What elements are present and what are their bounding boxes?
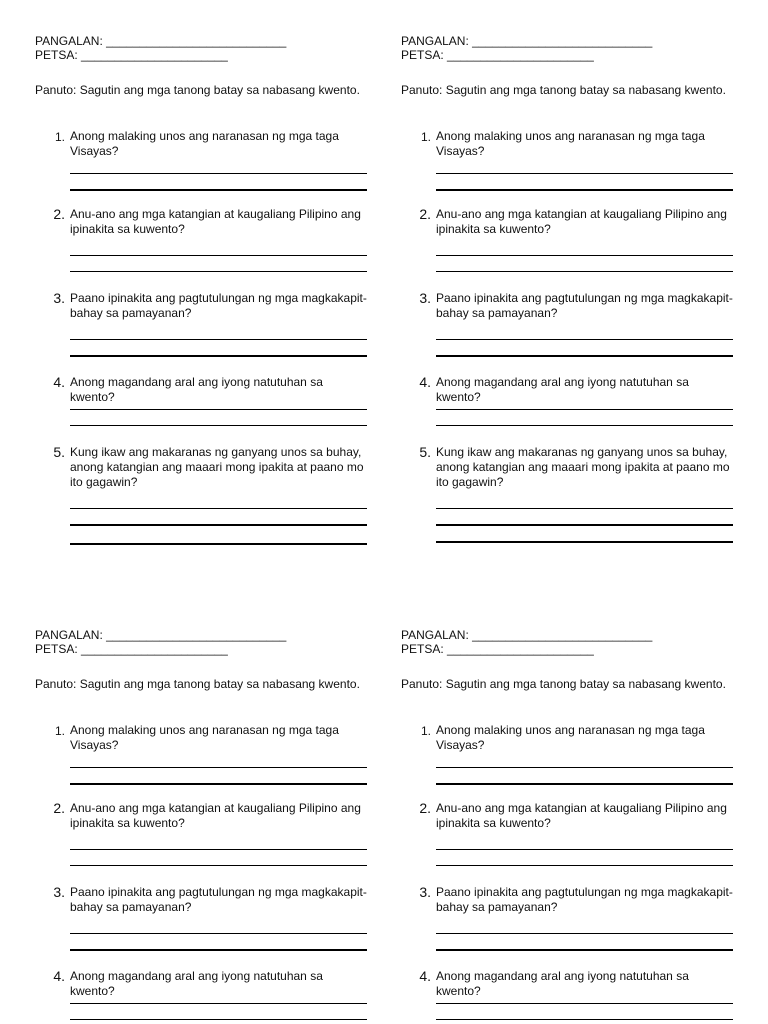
date-field-label: PETSA: ______________________ [401, 48, 594, 62]
instruction-text: Panuto: Sagutin ang mga tanong batay sa nabasang kwento. [35, 677, 360, 691]
question-number: 5. [53, 444, 65, 460]
answer-line[interactable] [70, 949, 367, 951]
worksheet-bottom-left [35, 628, 370, 998]
answer-line[interactable] [436, 189, 733, 191]
question-number: 4. [53, 968, 65, 984]
question-text: Kung ikaw ang makaranas ng ganyang unos sa buhay, anong katangian ang maaari mong ipakita at paano mo ito gagawin? [70, 445, 364, 489]
name-field-label: PANGALAN: ___________________________ [401, 34, 653, 48]
question-text: Anu-ano ang mga katangian at kaugaliang Pilipino ang ipinakita sa kuwento? [70, 207, 361, 236]
question-number: 5. [419, 444, 431, 460]
worksheet-top-left [35, 34, 370, 489]
question-text: Paano ipinakita ang pagtutulungan ng mga magkakapit-bahay sa pamayanan? [436, 291, 733, 320]
date-field-label: PETSA: ______________________ [401, 642, 594, 656]
question-text: Anong magandang aral ang iyong natutuhan sa kwento? [70, 969, 323, 998]
answer-line[interactable] [436, 173, 733, 174]
answer-line[interactable] [436, 949, 733, 951]
answer-line[interactable] [70, 1003, 367, 1004]
question-number: 2. [53, 206, 65, 222]
question-number: 1. [420, 724, 431, 738]
answer-line[interactable] [70, 543, 367, 545]
question-number: 4. [419, 968, 431, 984]
answer-line[interactable] [436, 425, 733, 426]
question-number: 2. [53, 800, 65, 816]
answer-line[interactable] [436, 849, 733, 850]
answer-line[interactable] [70, 1019, 367, 1020]
answer-line[interactable] [436, 1019, 733, 1020]
name-field-label: PANGALAN: ___________________________ [401, 628, 653, 642]
question-text: Paano ipinakita ang pagtutulungan ng mga magkakapit-bahay sa pamayanan? [436, 885, 733, 914]
answer-line[interactable] [70, 767, 367, 768]
answer-line[interactable] [70, 425, 367, 426]
question-number: 3. [53, 884, 65, 900]
answer-line[interactable] [436, 541, 733, 543]
question-number: 1. [54, 130, 65, 144]
answer-line[interactable] [70, 849, 367, 850]
question-text: Anong magandang aral ang iyong natutuhan sa kwento? [436, 969, 689, 998]
instruction-text: Panuto: Sagutin ang mga tanong batay sa nabasang kwento. [401, 83, 726, 97]
answer-line[interactable] [436, 1003, 733, 1004]
answer-line[interactable] [70, 173, 367, 174]
answer-line[interactable] [436, 255, 733, 256]
question-number: 3. [53, 290, 65, 306]
question-text: Anu-ano ang mga katangian at kaugaliang Pilipino ang ipinakita sa kuwento? [70, 801, 361, 830]
question-text: Kung ikaw ang makaranas ng ganyang unos sa buhay, anong katangian ang maaari mong ipakita at paano mo ito gagawin? [436, 445, 730, 489]
answer-line[interactable] [436, 339, 733, 340]
question-text: Anong malaking unos ang naranasan ng mga taga Visayas? [70, 723, 339, 752]
question-text: Anong magandang aral ang iyong natutuhan sa kwento? [436, 375, 689, 404]
answer-line[interactable] [436, 783, 733, 785]
answer-line[interactable] [70, 783, 367, 785]
answer-line[interactable] [436, 409, 733, 410]
question-text: Anong malaking unos ang naranasan ng mga taga Visayas? [436, 129, 705, 158]
answer-line[interactable] [436, 355, 733, 357]
answer-line[interactable] [70, 339, 367, 340]
question-text: Anong malaking unos ang naranasan ng mga taga Visayas? [436, 723, 705, 752]
question-text: Paano ipinakita ang pagtutulungan ng mga magkakapit-bahay sa pamayanan? [70, 885, 367, 914]
question-text: Paano ipinakita ang pagtutulungan ng mga magkakapit-bahay sa pamayanan? [70, 291, 367, 320]
question-text: Anong malaking unos ang naranasan ng mga taga Visayas? [70, 129, 339, 158]
name-field-label: PANGALAN: ___________________________ [35, 628, 287, 642]
question-number: 3. [419, 290, 431, 306]
answer-line[interactable] [70, 255, 367, 256]
question-number: 1. [54, 724, 65, 738]
instruction-text: Panuto: Sagutin ang mga tanong batay sa nabasang kwento. [35, 83, 360, 97]
question-text: Anu-ano ang mga katangian at kaugaliang Pilipino ang ipinakita sa kuwento? [436, 801, 727, 830]
answer-line[interactable] [436, 767, 733, 768]
name-field-label: PANGALAN: ___________________________ [35, 34, 287, 48]
question-text: Anong magandang aral ang iyong natutuhan sa kwento? [70, 375, 323, 404]
worksheet-bottom-right [401, 628, 736, 998]
instruction-text: Panuto: Sagutin ang mga tanong batay sa nabasang kwento. [401, 677, 726, 691]
answer-line[interactable] [436, 271, 733, 272]
answer-line[interactable] [70, 409, 367, 410]
question-number: 2. [419, 206, 431, 222]
answer-line[interactable] [70, 933, 367, 934]
answer-line[interactable] [436, 524, 733, 526]
answer-line[interactable] [70, 524, 367, 526]
date-field-label: PETSA: ______________________ [35, 48, 228, 62]
question-number: 2. [419, 800, 431, 816]
question-number: 4. [419, 374, 431, 390]
question-number: 4. [53, 374, 65, 390]
worksheet-top-right [401, 34, 736, 489]
answer-line[interactable] [70, 355, 367, 357]
question-number: 1. [420, 130, 431, 144]
answer-line[interactable] [70, 508, 367, 509]
answer-line[interactable] [70, 865, 367, 866]
answer-line[interactable] [436, 508, 733, 509]
answer-line[interactable] [436, 933, 733, 934]
question-number: 3. [419, 884, 431, 900]
question-text: Anu-ano ang mga katangian at kaugaliang Pilipino ang ipinakita sa kuwento? [436, 207, 727, 236]
answer-line[interactable] [436, 865, 733, 866]
answer-line[interactable] [70, 189, 367, 191]
date-field-label: PETSA: ______________________ [35, 642, 228, 656]
answer-line[interactable] [70, 271, 367, 272]
